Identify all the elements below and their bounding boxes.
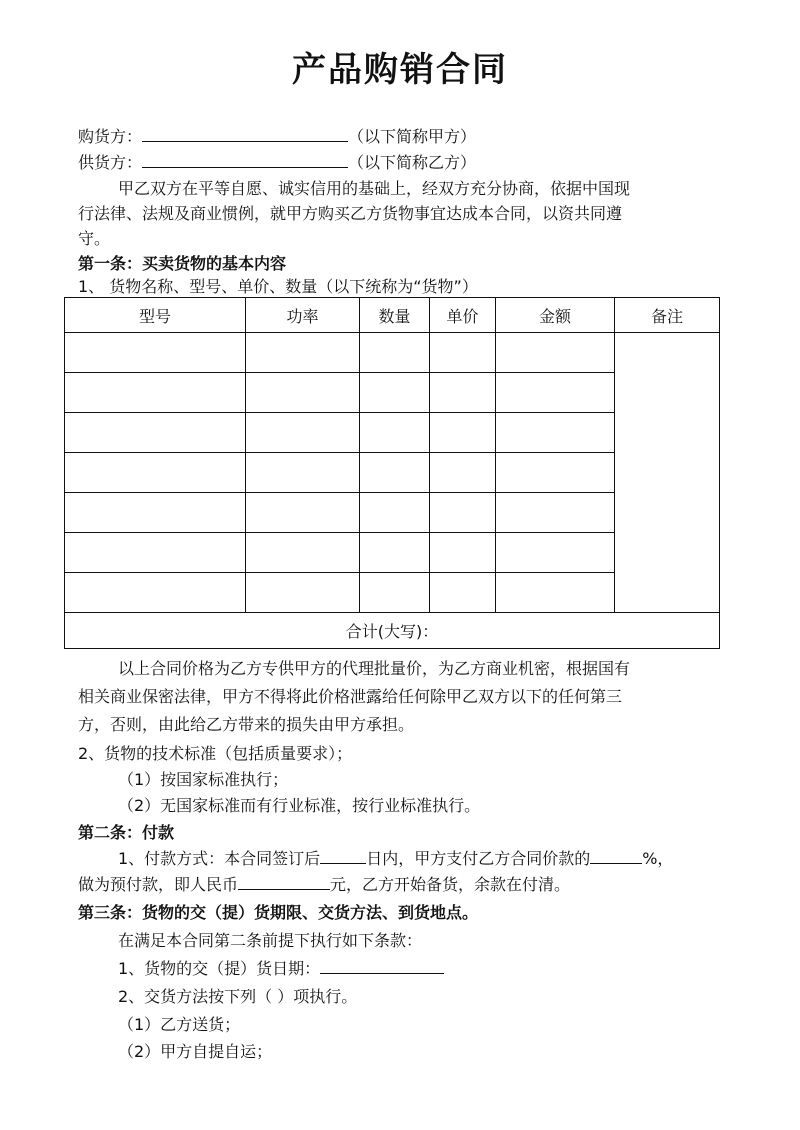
intro-line-2: 行法律、法规及商业惯例，就甲方购买乙方货物事宜达成本合同，以资共同遵: [78, 204, 623, 223]
buyer-name-blank[interactable]: [142, 127, 348, 142]
seller-suffix: （以下简称乙方）: [348, 153, 477, 172]
article3-intro: 在满足本合同第二条前提下执行如下条款：: [118, 931, 423, 950]
table-cell[interactable]: [360, 373, 430, 413]
article3-item2-1: （1）乙方送货；: [118, 1015, 241, 1034]
table-cell[interactable]: [246, 573, 360, 613]
table-cell[interactable]: [360, 573, 430, 613]
table-cell[interactable]: [496, 413, 615, 453]
table-cell[interactable]: [496, 493, 615, 533]
table-cell[interactable]: [496, 373, 615, 413]
article1-item1: 1、 货物名称、型号、单价、数量（以下统称为“货物”）: [78, 277, 478, 296]
payment-text-e: 元，乙方开始备货，余款在付清。: [330, 875, 571, 894]
table-header-row: [65, 298, 720, 333]
table-cell[interactable]: [360, 533, 430, 573]
article3-item2: 2、交货方法按下列（ ）项执行。: [118, 987, 358, 1006]
table-cell[interactable]: [246, 453, 360, 493]
article3-item2-2: （2）甲方自提自运；: [118, 1042, 273, 1061]
table-total-row: [65, 613, 720, 649]
article3-item1: [118, 956, 444, 979]
table-cell[interactable]: [65, 413, 246, 453]
table-cell[interactable]: [360, 453, 430, 493]
table-cell[interactable]: [430, 333, 496, 373]
payment-text-d: 做为预付款，即人民币: [78, 875, 239, 894]
delivery-date-blank[interactable]: [320, 959, 444, 974]
total-label: 合计(大写)：: [345, 622, 439, 641]
table-cell[interactable]: [246, 373, 360, 413]
col-header-quantity: 数量: [360, 298, 430, 333]
price-para-line-2: 相关商业保密法律，甲方不得将此价格泄露给任何除甲乙双方以下的任何第三: [78, 687, 623, 706]
intro-line-3: 守。: [78, 229, 111, 248]
col-header-unit-price: 单价: [430, 298, 496, 333]
table-cell[interactable]: [430, 373, 496, 413]
table-cell[interactable]: [430, 533, 496, 573]
payment-amount-blank[interactable]: [238, 875, 330, 890]
buyer-suffix: （以下简称甲方）: [348, 127, 477, 146]
col-header-remarks: 备注: [615, 298, 720, 333]
table-cell[interactable]: [65, 333, 246, 373]
table-cell[interactable]: [65, 453, 246, 493]
article1-heading: 第一条：买卖货物的基本内容: [78, 254, 287, 273]
table-cell[interactable]: [246, 413, 360, 453]
buyer-label: 购货方：: [78, 127, 143, 146]
table-cell[interactable]: [246, 493, 360, 533]
table-cell[interactable]: [360, 333, 430, 373]
table-cell[interactable]: [246, 533, 360, 573]
payment-text-c: %，: [642, 849, 674, 868]
payment-days-blank[interactable]: [320, 849, 366, 864]
table-cell[interactable]: [430, 573, 496, 613]
table-cell[interactable]: [360, 413, 430, 453]
table-cell[interactable]: [430, 413, 496, 453]
article1-item2: 2、货物的技术标准（包括质量要求）；: [78, 744, 353, 763]
table-cell[interactable]: [496, 573, 615, 613]
col-header-model: 型号: [65, 298, 246, 333]
article2-heading: 第二条：付款: [78, 823, 175, 842]
goods-table: [64, 297, 720, 649]
contract-title: 产品购销合同: [292, 50, 508, 90]
seller-label: 供货方：: [78, 153, 143, 172]
table-cell[interactable]: [430, 493, 496, 533]
intro-line-1: 甲乙双方在平等自愿、诚实信用的基础上，经双方充分协商，依据中国现: [118, 179, 631, 198]
total-in-words-cell[interactable]: [65, 613, 720, 649]
delivery-date-label: 1、货物的交（提）货日期：: [118, 959, 321, 978]
table-cell[interactable]: [360, 493, 430, 533]
col-header-amount: 金额: [496, 298, 615, 333]
buyer-line: [78, 124, 476, 147]
table-cell[interactable]: [65, 573, 246, 613]
article1-item2-1: （1）按国家标准执行；: [118, 770, 289, 789]
price-para-line-1: 以上合同价格为乙方专供甲方的代理批量价，为乙方商业机密，根据国有: [118, 659, 631, 678]
seller-line: [78, 150, 476, 173]
price-para-line-3: 方，否则，由此给乙方带来的损失由甲方承担。: [78, 715, 415, 734]
table-cell[interactable]: [496, 533, 615, 573]
article3-heading: 第三条：货物的交（提）货期限、交货方法、到货地点。: [78, 903, 479, 922]
article1-item2-2: （2）无国家标准而有行业标准，按行业标准执行。: [118, 796, 481, 815]
col-header-power: 功率: [246, 298, 360, 333]
payment-text-b: 日内，甲方支付乙方合同价款的: [366, 849, 591, 868]
table-row: [65, 333, 720, 373]
payment-line-1: [118, 846, 673, 869]
table-cell[interactable]: [496, 453, 615, 493]
table-cell[interactable]: [65, 373, 246, 413]
remarks-cell[interactable]: [615, 333, 720, 613]
payment-line-2: [78, 872, 570, 895]
table-cell[interactable]: [496, 333, 615, 373]
table-cell[interactable]: [430, 453, 496, 493]
table-cell[interactable]: [246, 333, 360, 373]
table-cell[interactable]: [65, 493, 246, 533]
table-cell[interactable]: [65, 533, 246, 573]
payment-text-a: 1、付款方式：本合同签订后: [118, 849, 321, 868]
seller-name-blank[interactable]: [142, 153, 348, 168]
payment-percent-blank[interactable]: [590, 849, 642, 864]
